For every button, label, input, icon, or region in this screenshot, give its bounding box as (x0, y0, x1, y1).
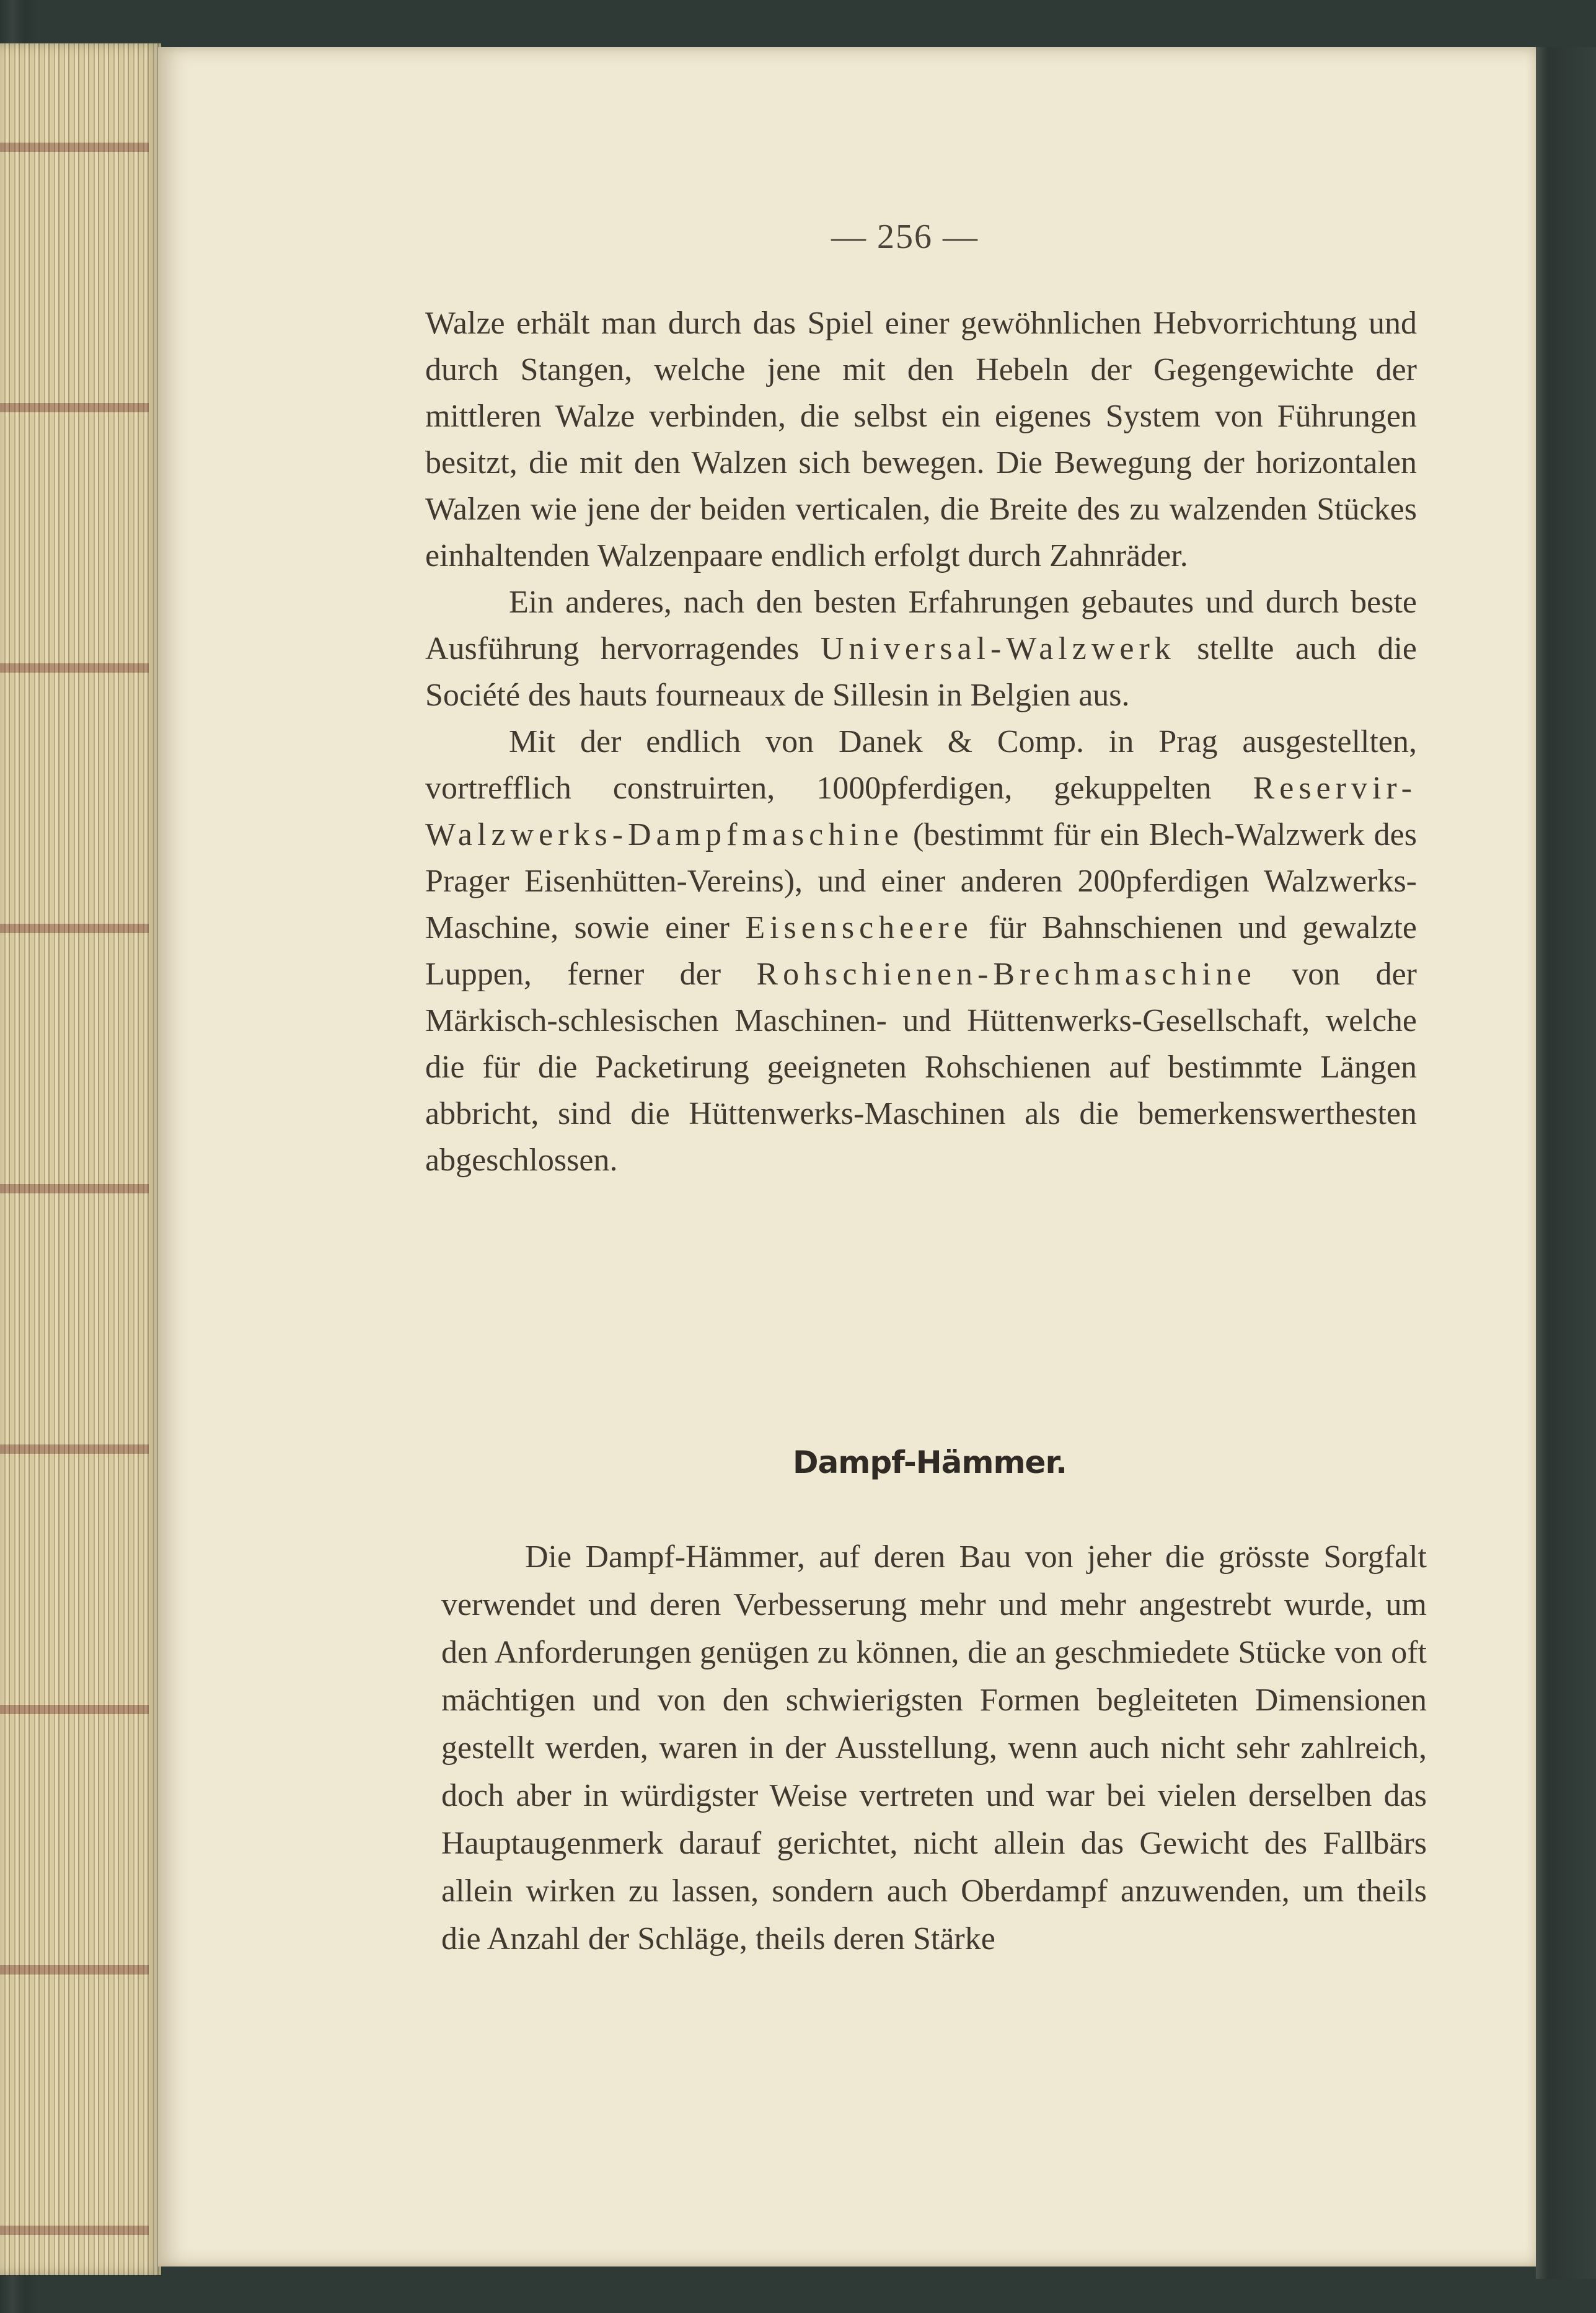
paragraph (441, 1533, 1427, 1963)
section-heading: Dampf-Hämmer. (793, 1444, 1067, 1480)
book-cover-edge (1536, 47, 1596, 2279)
text-run: für Bahnschienen und gewalzte Luppen, ferner der (425, 910, 1417, 992)
body-text-top (425, 300, 1417, 1183)
paragraph (425, 719, 1417, 1183)
body-text-bottom (441, 1533, 1427, 1963)
page-number: — 256 — (831, 218, 979, 256)
text-run: Walze erhält man durch das Spiel einer gewöhnlichen Hebvorrichtung und durch Stangen, welche jene mit den Hebeln der Gegengewichte der mittleren Walze verbinden, die selbst ein eigenes System von Führungen besitzt, die mit den Walzen sich bewegen. Die Bewegung der horizontalen Walzen wie jene der beiden verticalen, die Breite des zu walzenden Stückes einhaltenden Walzenpaare endlich erfolgt durch Zahnräder. (425, 306, 1417, 573)
text-run: (bestimmt für ein Blech-Walzwerk des Prager Eisenhütten-Vereins), und einer anderen 200pferdigen Walzwerks-Maschine, sowie einer (425, 817, 1417, 945)
paragraph (425, 300, 1417, 579)
text-run: Die Dampf-Hämmer, auf deren Bau von jeher die grösste Sorgfalt verwendet und deren Verbesserung mehr und mehr angestrebt wurde, um den Anforderungen genügen zu können, die an geschmiedete Stücke von oft mächtigen und von den schwierigsten Formen begleiteten Dimensionen gestellt werden, waren in der Ausstellung, wenn auch nicht sehr zahlreich, doch aber in würdigster Weise vertreten und war bei vielen derselben das Hauptaugenmerk darauf gerichtet, nicht allein das Gewicht des Fallbärs allein wirken zu lassen, sondern auch Oberdampf anzuwenden, um theils die Anzahl der Schläge, theils deren Stärke (441, 1539, 1427, 1957)
text-run: von der Märkisch-schlesischen Maschinen- und Hüttenwerks-Gesellschaft, welche die für die Packetirung geeigneten Rohschienen auf bestimmte Längen abbricht, sind die Hüttenwerks-Maschinen als die bemerkenswerthesten abgeschlossen. (425, 957, 1417, 1178)
spaced-emphasis: Reservir-Walzwerks-Dampfmaschine (425, 771, 1417, 852)
paragraph (425, 579, 1417, 719)
text-run: Ein anderes, nach den besten Erfahrungen gebautes und durch beste Ausführung hervorragendes (425, 585, 1417, 666)
text-run: stellte auch die Société des hauts fourneaux de Sillesin in Belgien aus. (425, 631, 1417, 713)
spaced-emphasis: Rohschienen-Brechmaschine (756, 957, 1256, 992)
spaced-emphasis: Eisenscheere (745, 910, 973, 945)
text-run: Mit der endlich von Danek & Comp. in Prag ausgestellten, vortrefflich construirten, 1000pferdigen, gekuppelten (425, 724, 1417, 806)
spaced-emphasis: Universal-Walzwerk (820, 631, 1176, 666)
edge-marks (0, 43, 149, 2275)
